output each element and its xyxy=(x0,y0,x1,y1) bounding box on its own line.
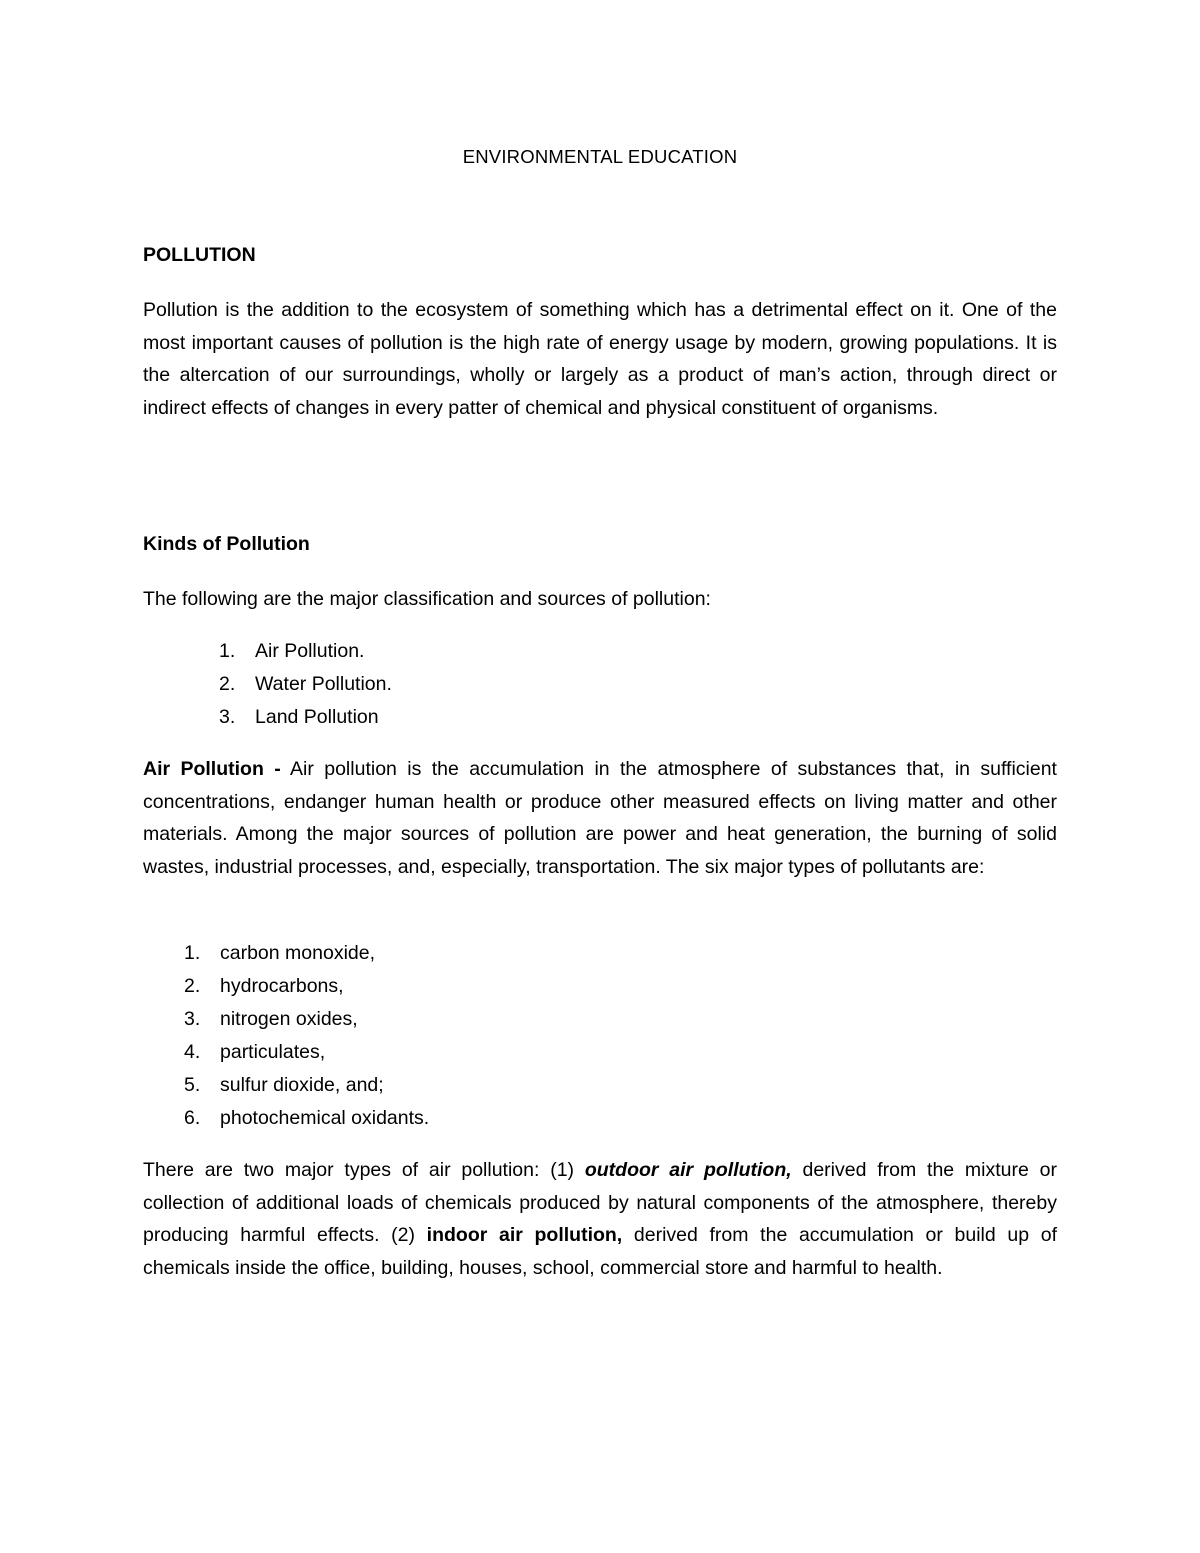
list-item xyxy=(184,970,429,1003)
kinds-list xyxy=(219,635,392,734)
list-item-text: nitrogen oxides, xyxy=(220,1008,358,1030)
list-item xyxy=(184,1069,429,1102)
types-text-part1: There are two major types of air pollution: (1) xyxy=(143,1159,585,1181)
list-item-number: 1. xyxy=(219,640,236,662)
list-item xyxy=(184,1102,429,1135)
list-item-number: 3. xyxy=(219,706,236,728)
air-pollution-paragraph xyxy=(143,753,1057,883)
list-item xyxy=(184,1003,429,1036)
types-text-part2: derived from the mixture or collection of additional loads of chemicals produced by natural components of the atmosphere, thereby producing harmful effects. (2) xyxy=(143,1159,1057,1247)
list-item xyxy=(184,937,429,970)
list-item xyxy=(184,1036,429,1069)
list-item-text: Land Pollution xyxy=(255,706,379,728)
list-item-text: sulfur dioxide, and; xyxy=(220,1074,384,1096)
pollution-paragraph: Pollution is the addition to the ecosystem of something which has a detrimental effect on it. One of the most important causes of pollution is the high rate of energy usage by modern, growing populations. It is the altercation of our surroundings, wholly or largely as a product of man’s action, through direct or indirect effects of changes in every patter of chemical and physical constituent of organisms. xyxy=(143,299,1057,419)
list-item-number: 2. xyxy=(184,975,201,997)
list-item-number: 6. xyxy=(184,1107,201,1129)
outdoor-term: outdoor air pollution, xyxy=(584,1159,792,1181)
list-item-number: 4. xyxy=(184,1041,201,1063)
air-pollution-lead: Air Pollution - xyxy=(143,758,281,780)
air-pollution-types-paragraph xyxy=(143,1154,1057,1284)
list-item-text: photochemical oxidants. xyxy=(220,1107,430,1129)
kinds-heading: Kinds of Pollution xyxy=(143,533,310,555)
air-pollution-body: Air pollution is the accumulation in the atmosphere of substances that, in sufficient concentrations, endanger human health or produce other measured effects on living matter and other materials. Among the major sources of pollution are power and heat generation, the burning of solid wastes, industrial processes, and, especially, transportation. The six major types of pollutants are: xyxy=(143,758,1057,878)
list-item xyxy=(219,635,392,668)
pollution-heading: POLLUTION xyxy=(143,244,256,266)
types-text-part3: derived from the accumulation or build up of chemicals inside the office, building, houses, school, commercial store and harmful to health. xyxy=(143,1224,1057,1279)
list-item-number: 1. xyxy=(184,942,201,964)
list-item-number: 5. xyxy=(184,1074,201,1096)
list-item-text: hydrocarbons, xyxy=(220,975,344,997)
list-item-text: Water Pollution. xyxy=(255,673,392,695)
list-item xyxy=(219,668,392,701)
pollutants-list xyxy=(184,937,429,1135)
list-item-text: particulates, xyxy=(220,1041,326,1063)
list-item-text: carbon monoxide, xyxy=(220,942,376,964)
list-item xyxy=(219,701,392,734)
kinds-intro: The following are the major classification and sources of pollution: xyxy=(143,588,711,610)
document-title: ENVIRONMENTAL EDUCATION xyxy=(462,146,738,167)
list-item-number: 3. xyxy=(184,1008,201,1030)
list-item-text: Air Pollution. xyxy=(255,640,365,662)
list-item-number: 2. xyxy=(219,673,236,695)
indoor-term: indoor air pollution, xyxy=(426,1224,623,1247)
